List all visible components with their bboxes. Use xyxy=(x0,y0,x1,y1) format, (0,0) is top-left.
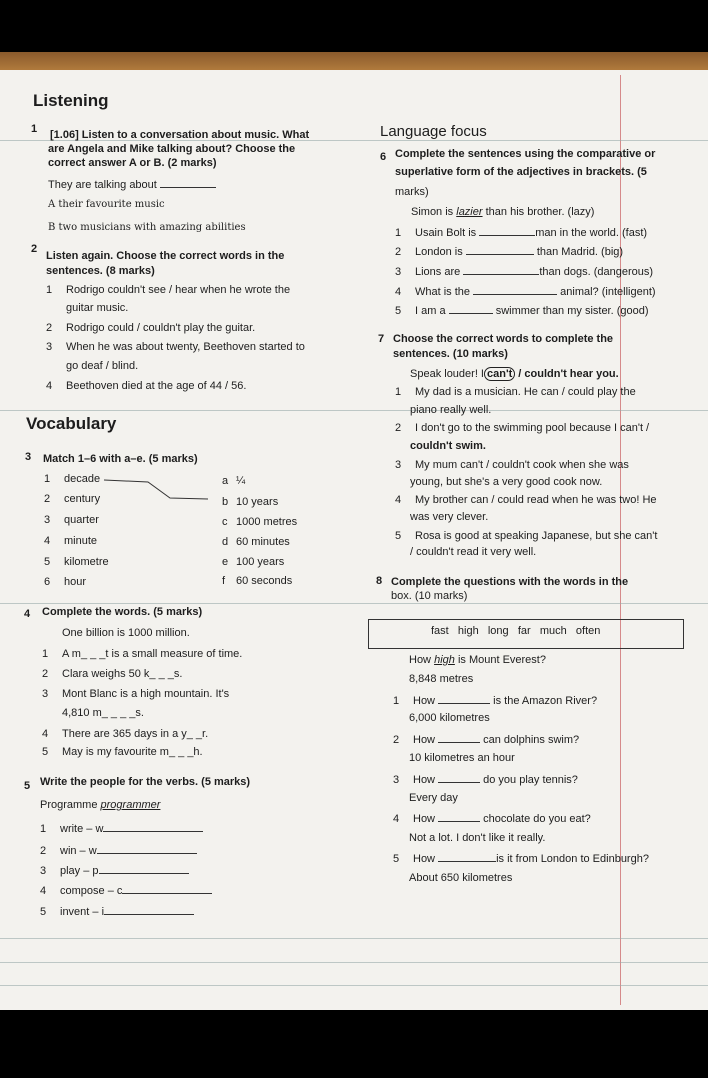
ex3-match-line xyxy=(100,474,210,504)
ruled-line xyxy=(0,410,708,411)
ex8-instruction-line1: Complete the questions with the words in the xyxy=(391,576,629,588)
ex3-number: 3 xyxy=(25,451,32,463)
ex4-number: 4 xyxy=(24,608,31,620)
ex6-answer-blank[interactable] xyxy=(449,304,493,314)
ex8-item: 5 How is it from London to Edinburgh? xyxy=(393,853,649,865)
ex8-answer-blank[interactable] xyxy=(438,773,480,783)
ex1-option-a[interactable]: A their favourite music xyxy=(48,199,165,210)
ex5-item: 4 compose – c xyxy=(40,884,212,898)
ex6-answer-blank[interactable] xyxy=(479,226,535,236)
ex3-right-item[interactable]: a ¼ xyxy=(222,475,246,487)
ruled-line xyxy=(0,985,708,986)
ex8-answer-blank[interactable] xyxy=(438,694,490,704)
ex1-instruction-line1: [1.06] Listen to a conversation about music. What xyxy=(50,129,310,141)
ex6-answer-blank[interactable] xyxy=(463,265,539,275)
ex4-item[interactable]: 2 Clara weighs 50 k_ _ _s. xyxy=(42,668,183,680)
ex8-reply: 10 kilometres an hour xyxy=(409,752,515,764)
ex3-right-item[interactable]: d 60 minutes xyxy=(222,536,290,548)
ex5-item: 1 write – w xyxy=(40,822,203,836)
ex5-item: 3 play – p xyxy=(40,864,189,878)
ex3-left-item[interactable]: 4 minute xyxy=(44,535,98,547)
ex6-instruction-line1: Complete the sentences using the comparative or xyxy=(395,148,656,160)
ex3-left-item[interactable]: 3 quarter xyxy=(44,514,99,526)
ex2-instruction-line1: Listen again. Choose the correct words in the xyxy=(46,250,285,262)
ex2-number: 2 xyxy=(31,243,38,255)
vocabulary-heading: Vocabulary xyxy=(26,414,117,433)
ex1-instruction-line2: are Angela and Mike talking about? Choose the xyxy=(48,143,296,155)
ex2-item-cont: go deaf / blind. xyxy=(66,360,139,372)
ex3-right-item[interactable]: c 1000 metres xyxy=(222,516,298,528)
ex6-item: 1 Usain Bolt is man in the world. (fast) xyxy=(395,227,648,239)
ex6-item: 5 I am a swimmer than my sister. (good) xyxy=(395,305,649,317)
ex8-example: How high is Mount Everest? xyxy=(409,654,546,666)
ex7-item-cont: / couldn't read it very well. xyxy=(410,546,537,558)
ex6-answer-blank[interactable] xyxy=(473,285,557,295)
ex8-box-words: fast high long far much often xyxy=(431,625,601,637)
ex6-example: Simon is lazier than his brother. (lazy) xyxy=(411,206,595,218)
ruled-line xyxy=(0,603,708,604)
ex7-item-cont: couldn't swim. xyxy=(410,440,486,452)
ex8-answer-blank[interactable] xyxy=(438,733,480,743)
ex4-item[interactable]: 1 A m_ _ _t is a small measure of time. xyxy=(42,648,243,660)
ex7-item-cont: young, but she's a very good cook now. xyxy=(410,476,603,488)
ex3-left-item[interactable]: 1 decade xyxy=(44,473,101,485)
ex2-item: 2 Rodrigo could / couldn't play the guitar. xyxy=(46,322,256,334)
ex3-left-item[interactable]: 5 kilometre xyxy=(44,556,109,568)
ex7-instruction-line1: Choose the correct words to complete the xyxy=(393,333,614,345)
ex8-example-reply: 8,848 metres xyxy=(409,673,474,685)
ex5-answer-blank[interactable] xyxy=(97,844,197,854)
ex1-prompt xyxy=(48,178,216,192)
ex5-item: 5 invent – i xyxy=(40,905,194,919)
ex4-item[interactable]: 4 There are 365 days in a y_ _r. xyxy=(42,728,209,740)
ex3-right-item[interactable]: e 100 years xyxy=(222,556,285,568)
ex8-answer-blank[interactable] xyxy=(438,812,480,822)
ex5-answer-blank[interactable] xyxy=(103,822,203,832)
ex4-item[interactable]: 3 Mont Blanc is a high mountain. It's xyxy=(42,688,230,700)
ex7-item[interactable]: 3 My mum can't / couldn't cook when she was xyxy=(395,459,629,471)
ex7-example-circled: can't xyxy=(484,367,515,381)
ex6-item: 3 Lions are than dogs. (dangerous) xyxy=(395,266,654,278)
ex7-item[interactable]: 2 I don't go to the swimming pool because I can't / xyxy=(395,422,650,434)
ex7-item[interactable]: 4 My brother can / could read when he was two! He xyxy=(395,494,657,506)
ex7-item[interactable]: 5 Rosa is good at speaking Japanese, but she can't xyxy=(395,530,658,542)
ex8-instruction-line2: box. (10 marks) xyxy=(391,590,468,602)
ex8-answer-blank[interactable] xyxy=(438,852,496,862)
ex8-example-answer: high xyxy=(434,654,455,666)
ex6-item: 2 London is than Madrid. (big) xyxy=(395,246,624,258)
ruled-line xyxy=(0,938,708,939)
ex3-right-item[interactable]: f 60 seconds xyxy=(222,575,293,587)
ex6-number: 6 xyxy=(380,151,387,163)
ex8-reply: Not a lot. I don't like it really. xyxy=(409,832,546,844)
ex5-answer-blank[interactable] xyxy=(122,884,212,894)
ex4-instruction: Complete the words. (5 marks) xyxy=(42,606,203,618)
ex7-instruction-line2: sentences. (10 marks) xyxy=(393,348,508,360)
ex5-answer-blank[interactable] xyxy=(104,905,194,915)
ex2-item-cont: guitar music. xyxy=(66,302,129,314)
ex4-item-cont[interactable]: 4,810 m_ _ _ _s. xyxy=(62,707,144,719)
ex8-reply: 6,000 kilometres xyxy=(409,712,490,724)
ex3-left-item[interactable]: 2 century xyxy=(44,493,101,505)
ex8-number: 8 xyxy=(376,575,383,587)
ex6-item: 4 What is the animal? (intelligent) xyxy=(395,286,656,298)
ex4-example: One billion is 1000 million. xyxy=(62,627,190,639)
ex8-reply: About 650 kilometres xyxy=(409,872,513,884)
ruled-line xyxy=(0,962,708,963)
ex5-answer-blank[interactable] xyxy=(99,864,189,874)
language-focus-heading: Language focus xyxy=(380,123,487,140)
ex8-item: 4 How chocolate do you eat? xyxy=(393,813,591,825)
ex3-instruction: Match 1–6 with a–e. (5 marks) xyxy=(43,453,198,465)
ex5-number: 5 xyxy=(24,780,31,792)
ex2-item: 1 Rodrigo couldn't see / hear when he wrote the xyxy=(46,284,291,296)
ex5-item: 2 win – w xyxy=(40,844,197,858)
ex1-option-b[interactable]: B two musicians with amazing abilities xyxy=(48,222,246,233)
ex2-item: 4 Beethoven died at the age of 44 / 56. xyxy=(46,380,247,392)
listening-heading: Listening xyxy=(33,91,109,110)
ex1-answer-blank[interactable] xyxy=(160,178,216,188)
ex8-item: 1 How is the Amazon River? xyxy=(393,695,598,707)
ex6-instruction-line2: superlative form of the adjectives in brackets. (5 xyxy=(395,166,647,178)
ex1-prompt-text: They are talking about xyxy=(48,179,157,191)
ex1-number: 1 xyxy=(31,123,38,135)
ex8-word-box xyxy=(368,619,684,649)
ex7-item[interactable]: 1 My dad is a musician. He can / could play the xyxy=(395,386,636,398)
ex6-example-answer: lazier xyxy=(456,206,483,218)
ex8-item: 2 How can dolphins swim? xyxy=(393,734,580,746)
ex1-instruction-line3: correct answer A or B. (2 marks) xyxy=(48,157,217,169)
ex2-instruction-line2: sentences. (8 marks) xyxy=(46,265,155,277)
ex3-left-item[interactable]: 6 hour xyxy=(44,576,87,588)
ex6-instruction-line3: marks) xyxy=(395,186,429,198)
ex5-instruction: Write the people for the verbs. (5 marks) xyxy=(40,776,251,788)
ex5-example-answer: programmer xyxy=(100,799,161,811)
ex2-item: 3 When he was about twenty, Beethoven started to xyxy=(46,341,305,353)
ex8-item: 3 How do you play tennis? xyxy=(393,774,578,786)
ex7-example: Speak louder! I can't / couldn't hear you. xyxy=(410,368,619,380)
ex4-item[interactable]: 5 May is my favourite m_ _ _h. xyxy=(42,746,203,758)
ex8-reply: Every day xyxy=(409,792,458,804)
ex3-right-item[interactable]: b 10 years xyxy=(222,496,279,508)
ex7-item-cont: was very clever. xyxy=(410,511,489,523)
ex7-number: 7 xyxy=(378,333,385,345)
ex6-answer-blank[interactable] xyxy=(466,245,534,255)
ex7-item-cont: piano really well. xyxy=(410,404,492,416)
ex5-example: Programme programmer xyxy=(40,799,161,811)
